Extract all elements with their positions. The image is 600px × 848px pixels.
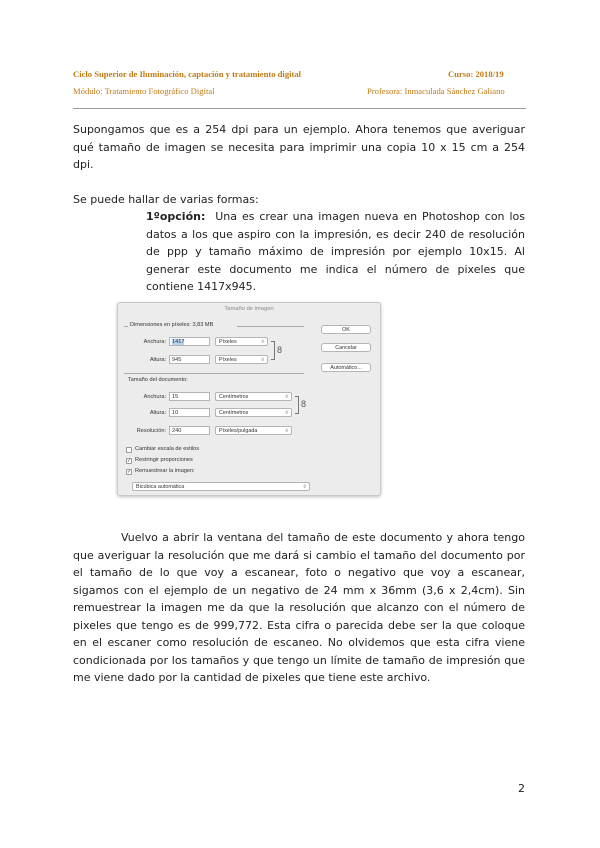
doc-height-label: Altura: [149, 410, 166, 416]
divider [124, 373, 304, 374]
doc-link-bracket [295, 396, 299, 414]
chain-link-icon: 8 [277, 345, 283, 355]
pixel-dimensions-label: Dimensiones en píxeles: 3,83 MB [130, 322, 214, 328]
link-bracket [271, 341, 275, 360]
course-year: Curso: 2018/19 [448, 69, 504, 79]
scale-styles-checkbox[interactable] [126, 447, 132, 453]
doc-height-unit-select[interactable]: Centímetros ◊ [215, 408, 292, 417]
px-height-unit-select[interactable]: Píxeles ◊ [215, 355, 268, 364]
image-size-dialog [117, 302, 381, 496]
paragraph-3: Vuelvo a abrir la ventana del tamaño de este documento y ahora tengo que averiguar la resolución que me dará si cambio el tamaño del documento por el tamaño de lo que voy a escanear, foto o negativo que voy a escanear, sigamos con el ejemplo de un negativo de 24 mm x 36mm (3,6 x 2,4cm). Sin remuestrear la imagen me da que la resolución que alcanzo con el número de pixeles que tengo es de 999,772. Esta cifra o parecida debe ser la que coloque en el escaner como resolución de escaneo. No olvidemos que esta cifra viene condicionada por los tamaños y que tengo un límite de tamaño de impresión que me viene dado por la cantidad de pixeles que tiene este archivo. [73, 531, 525, 684]
resample-checkbox[interactable]: ✓ [127, 469, 132, 475]
divider [124, 326, 128, 327]
teacher-name: Profesora: Inmaculada Sánchez Galiano [367, 86, 505, 96]
constrain-checkbox[interactable]: ✓ [127, 458, 132, 464]
resolution-unit-select[interactable]: Píxeles/pulgada ◊ [215, 426, 292, 435]
px-height-label: Altura: [149, 357, 166, 363]
px-width-unit-select[interactable]: Píxeles ◊ [215, 337, 268, 346]
header-rule [73, 108, 526, 109]
divider [237, 326, 304, 327]
option-text: Una es crear una imagen nueva en Photoshop con los datos a los que aspiro con la impresión, es decir 240 de resolución de ppp y tamaño máximo de impresión por ejemplo 10x15. Al generar este documento me indica el número de pixeles que contiene 1417x945. [146, 210, 525, 293]
doc-height-field[interactable]: 10 [169, 408, 210, 417]
option-paragraph [146, 208, 525, 296]
px-width-field[interactable]: 1417 [169, 337, 210, 346]
resolution-label: Resolución: [136, 428, 166, 434]
module-name: Módulo: Tratamiento Fotográfico Digital [73, 86, 215, 96]
ok-button[interactable]: OK [321, 325, 371, 334]
doc-width-label: Anchura: [143, 394, 166, 400]
course-title: Ciclo Superior de Iluminación, captación y tratamiento digital [73, 69, 302, 79]
paragraph-2: Se puede hallar de varias formas: [73, 193, 259, 206]
doc-width-field[interactable]: 15 [169, 392, 210, 401]
cancel-button[interactable]: Cancelar [321, 343, 371, 352]
doc-width-unit-select[interactable]: Centímetros ◊ [215, 392, 292, 401]
page-number: 2 [518, 782, 525, 795]
scale-styles-label: Cambiar escala de estilos [135, 446, 200, 452]
doc-chain-link-icon: 8 [301, 399, 307, 409]
constrain-label: Restringir proporciones [135, 457, 193, 463]
resample-method-select[interactable]: Bicúbica automática ◊ [132, 482, 310, 491]
resolution-field[interactable]: 240 [169, 426, 210, 435]
px-height-field[interactable]: 945 [169, 355, 210, 364]
paragraph-1: Supongamos que es a 254 dpi para un ejemplo. Ahora tenemos que averiguar qué tamaño de imagen se necesita para imprimir una copia 10 x 15 cm a 254 dpi. [73, 123, 525, 171]
option-label: 1ºopción: [146, 210, 206, 223]
dialog-title: Tamaño de imagen [224, 306, 274, 312]
document-size-label: Tamaño del documento: [128, 377, 188, 383]
auto-button[interactable]: Automático... [321, 363, 371, 372]
px-width-label: Anchura: [143, 339, 166, 345]
resample-label: Remuestrear la imagen: [135, 468, 195, 474]
